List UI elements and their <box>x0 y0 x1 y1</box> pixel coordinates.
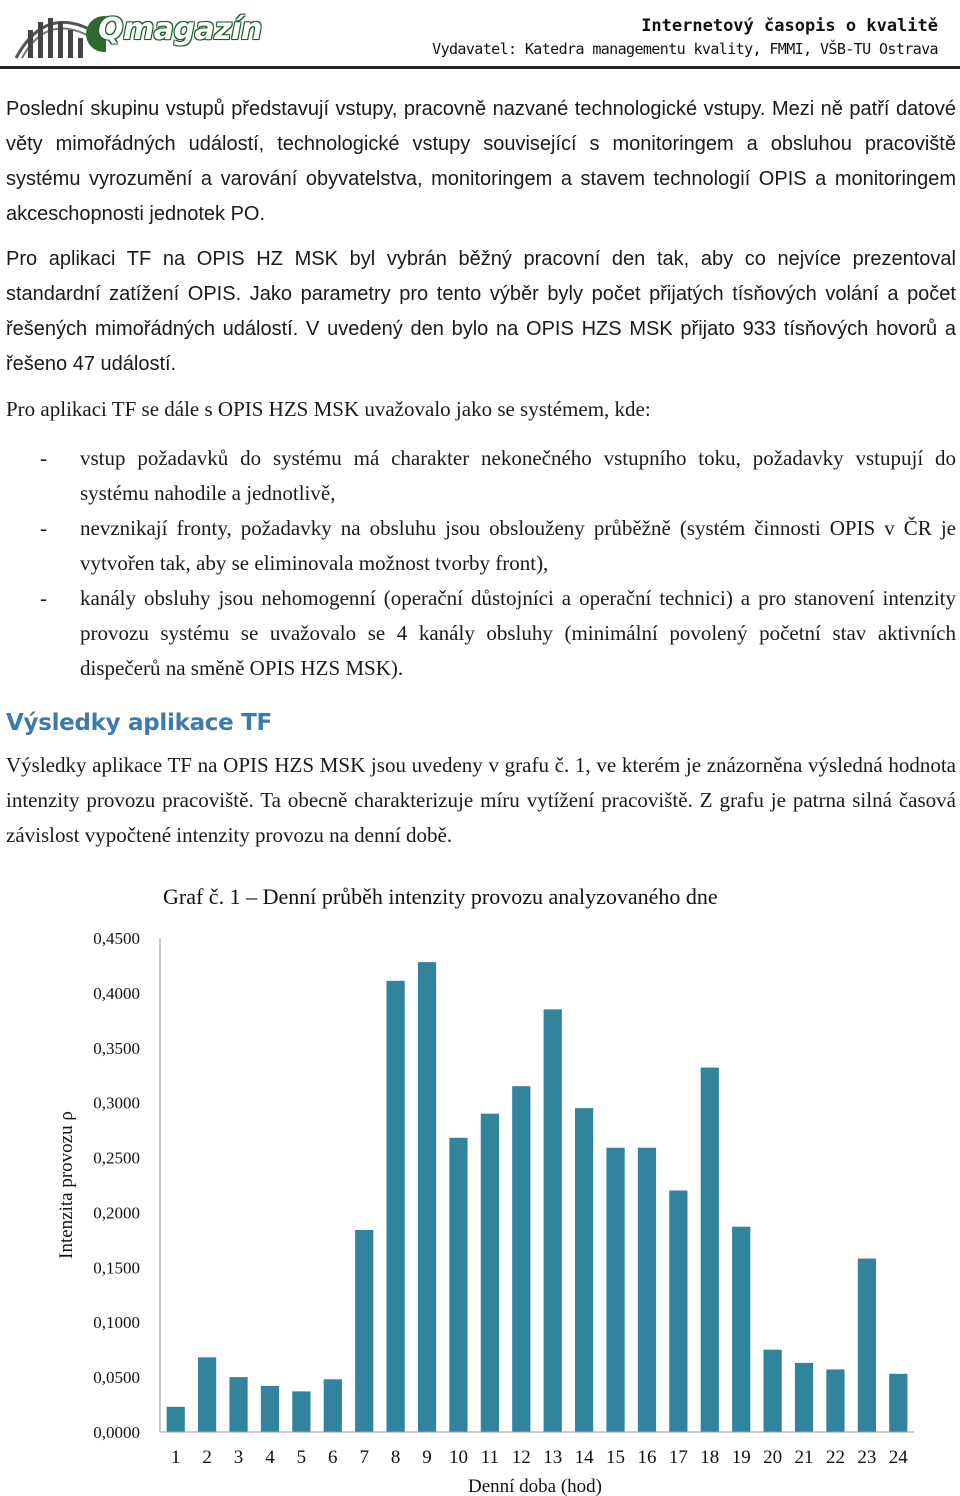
x-tick-label: 9 <box>422 1447 432 1468</box>
bar-hour-18 <box>701 1068 719 1432</box>
bar-hour-24 <box>889 1374 907 1432</box>
x-tick-label: 23 <box>857 1447 877 1468</box>
x-axis-title: Denní doba (hod) <box>467 1476 603 1496</box>
x-tick-label: 20 <box>763 1447 783 1468</box>
paragraph-results: Výsledky aplikace TF na OPIS HZS MSK jsou uvedeny v grafu č. 1, ve kterém je znázorněna výsledná hodnota intenzity provozu pracoviště. Ta obecně charakterizuje míru vytížení pracoviště. Z grafu je patrna silná časová závislost vypočtené intenzity provozu na denní době. <box>6 753 956 847</box>
publisher-line: Vydavatel: Katedra managementu kvality, FMMI, VŠB-TU Ostrava <box>432 40 938 58</box>
x-tick-label: 18 <box>700 1447 720 1468</box>
publication-title: Internetový časopis o kvalitě <box>641 16 938 36</box>
bar-hour-15 <box>606 1148 624 1432</box>
bar-hour-16 <box>638 1148 656 1432</box>
x-tick-label: 10 <box>448 1447 468 1468</box>
bar-hour-19 <box>732 1227 750 1432</box>
x-tick-label: 8 <box>390 1447 401 1468</box>
x-tick-label: 7 <box>359 1447 369 1468</box>
bar-hour-2 <box>198 1357 216 1432</box>
bar-hour-21 <box>795 1363 813 1432</box>
page-header <box>0 0 960 70</box>
x-tick-label: 4 <box>265 1447 275 1468</box>
article-body <box>6 92 956 863</box>
bar-hour-13 <box>544 1009 562 1432</box>
bar-hour-1 <box>167 1407 185 1432</box>
bar-hour-14 <box>575 1108 593 1432</box>
y-tick-label: 0,3000 <box>93 1093 140 1113</box>
assumption-list <box>6 441 956 686</box>
bar-hour-10 <box>449 1138 467 1432</box>
x-tick-label: 24 <box>888 1447 908 1468</box>
y-tick-label: 0,4500 <box>93 929 140 948</box>
paragraph-technological-inputs: Poslední skupinu vstupů představují vstupy, pracovně nazvané technologické vstupy. Mezi ně patří datové věty mimořádných událostí, technologické vstupy související s monitoringem a obsluhou pracoviště systému vyrozumění a varování obyvatelstva, monitoringem a stavem technologií OPIS a monitoringem akceschopnosti jednotek PO. <box>6 98 956 225</box>
logo-text: Qmagazín <box>98 12 262 47</box>
bar-hour-5 <box>292 1391 310 1432</box>
x-tick-label: 11 <box>480 1447 500 1468</box>
list-item: - nevznikají fronty, požadavky na obsluhu jsou obslouženy průběžně (systém činnosti OPIS v ČR je vytvořen tak, aby se eliminovala možnost tvorby front), <box>40 516 956 575</box>
y-axis-title: Intenzita provozu ρ <box>56 1111 77 1259</box>
x-tick-label: 22 <box>825 1447 845 1468</box>
x-tick-label: 2 <box>202 1447 212 1468</box>
y-tick-label: 0,1500 <box>93 1258 140 1278</box>
list-item: - vstup požadavků do systému má charakter nekonečného vstupního toku, požadavky vstupují do systému nahodile a jednotlivě, <box>40 446 956 505</box>
section-heading: Výsledky aplikace TF <box>6 710 272 736</box>
bar-hour-17 <box>669 1190 687 1432</box>
bar-hour-6 <box>324 1379 342 1432</box>
qmagazin-logo <box>6 4 262 62</box>
y-tick-label: 0,0000 <box>93 1423 140 1442</box>
x-tick-label: 13 <box>543 1447 563 1468</box>
bar-hour-3 <box>229 1377 247 1432</box>
x-tick-label: 6 <box>328 1447 338 1468</box>
x-tick-label: 15 <box>606 1447 626 1468</box>
logo-emblem-icon <box>6 4 106 62</box>
y-tick-label: 0,3500 <box>93 1038 140 1058</box>
bar-hour-22 <box>826 1369 844 1432</box>
x-tick-label: 16 <box>637 1447 657 1468</box>
header-divider <box>0 66 960 69</box>
bar-chart <box>0 920 960 1496</box>
bar-hour-23 <box>858 1259 876 1432</box>
bar-hour-8 <box>387 981 405 1432</box>
chart-title: Graf č. 1 – Denní průběh intenzity provozu analyzovaného dne <box>163 884 718 909</box>
x-tick-label: 14 <box>574 1447 594 1468</box>
x-tick-label: 17 <box>668 1447 688 1468</box>
y-tick-label: 0,1000 <box>93 1313 140 1333</box>
x-tick-label: 1 <box>170 1447 181 1468</box>
paragraph-system-intro: Pro aplikaci TF se dále s OPIS HZS MSK uvažovalo jako se systémem, kde: <box>6 397 651 421</box>
x-tick-label: 19 <box>731 1447 751 1468</box>
x-tick-label: 5 <box>296 1447 307 1468</box>
x-tick-label: 12 <box>511 1447 531 1468</box>
bar-hour-11 <box>481 1114 499 1432</box>
bar-hour-7 <box>355 1230 373 1432</box>
paragraph-tf-application: Pro aplikaci TF na OPIS HZ MSK byl vybrán běžný pracovní den tak, aby co nejvíce prezentoval standardní zatížení OPIS. Jako parametry pro tento výběr byly počet přijatých tísňových volání a počet řešených mimořádných událostí. V uvedený den bylo na OPIS HZS MSK přijato 933 tísňových hovorů a řešeno 47 událostí. <box>6 248 956 375</box>
y-tick-label: 0,0500 <box>93 1368 140 1388</box>
bar-hour-20 <box>764 1350 782 1432</box>
y-tick-label: 0,2000 <box>93 1203 140 1223</box>
bar-hour-12 <box>512 1086 530 1432</box>
x-tick-label: 21 <box>794 1447 814 1468</box>
bar-hour-4 <box>261 1386 279 1432</box>
bar-hour-9 <box>418 962 436 1432</box>
y-tick-label: 0,2500 <box>93 1148 140 1168</box>
y-tick-label: 0,4000 <box>93 983 140 1003</box>
x-tick-label: 3 <box>233 1447 244 1468</box>
list-item: - kanály obsluhy jsou nehomogenní (operační důstojníci a operační technici) a pro stanovení intenzity provozu systému se uvažovalo se 4 kanály obsluhy (minimální povolený početní stav aktivních dispečerů na směně OPIS HZS MSK). <box>40 586 956 680</box>
